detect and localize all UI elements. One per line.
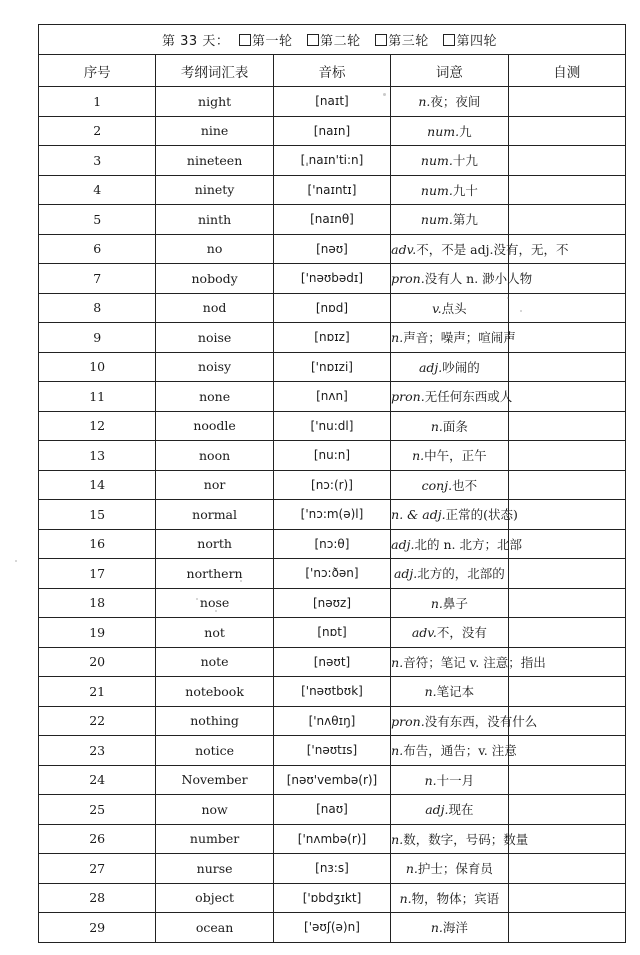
- row-meaning: [391, 87, 508, 117]
- table-row: [39, 234, 626, 264]
- table-row: [39, 618, 626, 648]
- table-row: [39, 175, 626, 205]
- header-self-test: 自测: [508, 55, 625, 87]
- row-meaning: [391, 883, 508, 913]
- row-number: 28: [39, 883, 156, 913]
- table-row: [39, 736, 626, 766]
- part-of-speech: n.: [405, 861, 418, 877]
- row-phonetic: ['nəʊtbʊk]: [273, 677, 390, 707]
- meaning-text: 海洋: [442, 920, 468, 936]
- self-test-cell[interactable]: [508, 529, 625, 559]
- row-meaning: [391, 677, 508, 707]
- row-meaning: [391, 175, 508, 205]
- row-word: notebook: [156, 677, 273, 707]
- row-phonetic: [nɒt]: [273, 618, 390, 648]
- row-meaning: [391, 116, 508, 146]
- self-test-cell[interactable]: [508, 854, 625, 884]
- table-row: [39, 677, 626, 707]
- row-meaning: [391, 913, 508, 943]
- row-number: 15: [39, 500, 156, 530]
- row-number: 18: [39, 588, 156, 618]
- row-number: 9: [39, 323, 156, 353]
- part-of-speech: conj.: [421, 477, 453, 493]
- row-phonetic: [naɪnθ]: [273, 205, 390, 235]
- header-word: 考纲词汇表: [156, 55, 273, 87]
- row-phonetic: ['ɒbdʒɪkt]: [273, 883, 390, 913]
- row-word: nobody: [156, 264, 273, 294]
- part-of-speech: adj.: [393, 566, 418, 582]
- row-word: note: [156, 647, 273, 677]
- part-of-speech: n.: [430, 418, 443, 434]
- meaning-text: 北方的，北部的: [417, 566, 505, 582]
- part-of-speech: adj.: [418, 359, 443, 375]
- part-of-speech: num.: [420, 182, 453, 198]
- row-number: 14: [39, 470, 156, 500]
- table-row: [39, 116, 626, 146]
- row-meaning: [391, 470, 508, 500]
- checkbox-icon[interactable]: [307, 34, 319, 46]
- meaning-text: 没有东西，没有什么: [424, 713, 538, 729]
- scan-speck: [507, 297, 509, 299]
- row-number: 6: [39, 234, 156, 264]
- self-test-cell[interactable]: [508, 116, 625, 146]
- meaning-text: 点头: [441, 300, 467, 316]
- row-meaning: [391, 205, 508, 235]
- part-of-speech: num.: [420, 153, 453, 169]
- row-word: nineteen: [156, 146, 273, 176]
- part-of-speech: num.: [420, 212, 453, 228]
- self-test-cell[interactable]: [508, 87, 625, 117]
- part-of-speech: adj.: [391, 536, 415, 552]
- self-test-cell[interactable]: [508, 411, 625, 441]
- row-word: none: [156, 382, 273, 412]
- row-word: ninth: [156, 205, 273, 235]
- part-of-speech: n.: [391, 654, 404, 670]
- meaning-text: 护士；保育员: [417, 861, 493, 877]
- row-number: 29: [39, 913, 156, 943]
- row-phonetic: [naʊ]: [273, 795, 390, 825]
- row-meaning: [391, 765, 508, 795]
- row-number: 2: [39, 116, 156, 146]
- table-row: [39, 382, 626, 412]
- part-of-speech: n.: [412, 448, 425, 464]
- self-test-cell[interactable]: [508, 795, 625, 825]
- row-phonetic: [nɔ:(r)]: [273, 470, 390, 500]
- row-meaning: [391, 647, 546, 677]
- meaning-text: 音符；笔记 v. 注意；指出: [403, 654, 546, 670]
- part-of-speech: n.: [399, 890, 412, 906]
- row-word: night: [156, 87, 273, 117]
- table-row: [39, 854, 626, 884]
- row-meaning: [391, 382, 513, 412]
- self-test-cell[interactable]: [508, 618, 625, 648]
- part-of-speech: n.: [391, 743, 404, 759]
- part-of-speech: pron.: [391, 389, 425, 405]
- table-row: [39, 559, 626, 589]
- row-word: not: [156, 618, 273, 648]
- row-number: 11: [39, 382, 156, 412]
- row-phonetic: [naɪt]: [273, 87, 390, 117]
- row-word: ninety: [156, 175, 273, 205]
- checkbox-icon[interactable]: [443, 34, 455, 46]
- row-meaning: [391, 618, 508, 648]
- part-of-speech: n.: [430, 920, 443, 936]
- row-meaning: [391, 500, 518, 530]
- row-number: 21: [39, 677, 156, 707]
- row-phonetic: ['nu:dl]: [273, 411, 390, 441]
- table-row: [39, 913, 626, 943]
- row-word: noise: [156, 323, 273, 353]
- self-test-cell[interactable]: [508, 765, 625, 795]
- row-word: now: [156, 795, 273, 825]
- row-number: 7: [39, 264, 156, 294]
- row-phonetic: ['nʌmbə(r)]: [273, 824, 390, 854]
- row-meaning: [391, 441, 508, 471]
- part-of-speech: n.: [391, 831, 404, 847]
- meaning-text: 中午，正午: [424, 448, 487, 464]
- table-row: [39, 470, 626, 500]
- table-row: [39, 441, 626, 471]
- meaning-text: 不，没有: [436, 625, 487, 641]
- part-of-speech: n.: [418, 94, 431, 110]
- meaning-text: 不，不是 adj.没有，无，不: [416, 241, 569, 257]
- row-meaning: [391, 352, 508, 382]
- self-test-cell[interactable]: [508, 883, 625, 913]
- self-test-cell[interactable]: [508, 175, 625, 205]
- row-word: nose: [156, 588, 273, 618]
- row-phonetic: [nʌn]: [273, 382, 390, 412]
- meaning-text: 九: [459, 123, 472, 139]
- part-of-speech: v.: [432, 300, 442, 316]
- row-number: 5: [39, 205, 156, 235]
- meaning-text: 夜；夜间: [430, 94, 481, 110]
- row-word: nothing: [156, 706, 273, 736]
- row-word: nor: [156, 470, 273, 500]
- row-phonetic: [nɔ:θ]: [273, 529, 390, 559]
- row-phonetic: [nɒd]: [273, 293, 390, 323]
- row-number: 25: [39, 795, 156, 825]
- table-row: [39, 87, 626, 117]
- scan-speck: [196, 598, 198, 600]
- row-word: normal: [156, 500, 273, 530]
- meaning-text: 物，物体；宾语: [411, 890, 500, 906]
- part-of-speech: adv.: [411, 625, 437, 641]
- part-of-speech: pron.: [391, 713, 425, 729]
- row-meaning: [391, 234, 569, 264]
- row-number: 3: [39, 146, 156, 176]
- row-word: notice: [156, 736, 273, 766]
- row-meaning: [391, 293, 508, 323]
- row-meaning: [391, 529, 522, 559]
- row-number: 16: [39, 529, 156, 559]
- table-row: [39, 352, 626, 382]
- row-word: number: [156, 824, 273, 854]
- row-number: 12: [39, 411, 156, 441]
- row-meaning: [391, 736, 517, 766]
- row-word: no: [156, 234, 273, 264]
- row-number: 4: [39, 175, 156, 205]
- part-of-speech: pron.: [391, 271, 425, 287]
- scan-speck: [100, 665, 102, 667]
- self-test-cell[interactable]: [508, 205, 625, 235]
- row-meaning: [391, 854, 508, 884]
- row-word: nod: [156, 293, 273, 323]
- row-number: 1: [39, 87, 156, 117]
- row-meaning: [391, 588, 508, 618]
- table-row: [39, 323, 626, 353]
- table-row: [39, 500, 626, 530]
- round-4-option[interactable]: [443, 34, 497, 49]
- meaning-text: 布告，通告；v. 注意: [403, 743, 517, 759]
- vocabulary-table: [38, 24, 626, 943]
- row-number: 27: [39, 854, 156, 884]
- round-2-label: 第二轮: [320, 34, 361, 49]
- part-of-speech: n.: [430, 595, 443, 611]
- table-row: [39, 588, 626, 618]
- meaning-text: 面条: [442, 418, 468, 434]
- row-phonetic: ['nɔ:ðən]: [273, 559, 390, 589]
- row-meaning: [391, 824, 529, 854]
- self-test-cell[interactable]: [508, 736, 625, 766]
- checkbox-icon[interactable]: [239, 34, 251, 46]
- row-meaning: [391, 795, 508, 825]
- table-row: [39, 293, 626, 323]
- row-word: north: [156, 529, 273, 559]
- row-meaning: [391, 264, 533, 294]
- row-word: November: [156, 765, 273, 795]
- meaning-text: 正常的(状态): [445, 507, 518, 523]
- self-test-cell[interactable]: [508, 588, 625, 618]
- table-row: [39, 647, 626, 677]
- table-row: [39, 795, 626, 825]
- row-word: nurse: [156, 854, 273, 884]
- row-meaning: [391, 559, 508, 589]
- meaning-text: 笔记本: [436, 684, 475, 700]
- self-test-cell[interactable]: [508, 293, 625, 323]
- row-phonetic: [nəʊ'vembə(r)]: [273, 765, 390, 795]
- self-test-cell[interactable]: [508, 382, 625, 412]
- day-title: [39, 25, 626, 55]
- meaning-text: 吵闹的: [442, 359, 480, 375]
- meaning-text: 北的 n. 北方；北部: [414, 536, 522, 552]
- part-of-speech: n.: [391, 330, 404, 346]
- meaning-text: 鼻子: [442, 595, 468, 611]
- round-1-label: 第一轮: [251, 34, 293, 49]
- row-phonetic: [nəʊz]: [273, 588, 390, 618]
- meaning-text: 无任何东西或人: [424, 389, 513, 405]
- self-test-cell[interactable]: [508, 146, 625, 176]
- row-phonetic: ['əʊʃ(ə)n]: [273, 913, 390, 943]
- meaning-text: 也不: [452, 477, 478, 493]
- round-4-label: 第四轮: [456, 34, 497, 49]
- row-word: northern: [156, 559, 273, 589]
- meaning-text: 十九: [452, 153, 478, 169]
- self-test-cell[interactable]: [508, 470, 625, 500]
- table-row: [39, 529, 626, 559]
- header-number: 序号: [39, 55, 156, 87]
- header-meaning: 词意: [391, 55, 508, 87]
- self-test-cell[interactable]: [508, 677, 625, 707]
- self-test-cell[interactable]: [508, 441, 625, 471]
- row-meaning: [391, 706, 538, 736]
- row-number: 17: [39, 559, 156, 589]
- row-phonetic: ['naɪntɪ]: [273, 175, 390, 205]
- table-row: [39, 765, 626, 795]
- row-number: 13: [39, 441, 156, 471]
- self-test-cell[interactable]: [508, 352, 625, 382]
- round-3-option[interactable]: [375, 34, 429, 49]
- row-word: noon: [156, 441, 273, 471]
- part-of-speech: n.: [424, 772, 437, 788]
- round-3-label: 第三轮: [388, 34, 429, 49]
- row-number: 23: [39, 736, 156, 766]
- header-row: [39, 55, 626, 87]
- row-number: 24: [39, 765, 156, 795]
- part-of-speech: num.: [427, 123, 460, 139]
- row-phonetic: ['nəʊbədɪ]: [273, 264, 390, 294]
- table-row: [39, 883, 626, 913]
- round-1-option[interactable]: [239, 34, 293, 49]
- table-row: [39, 824, 626, 854]
- row-phonetic: ['nʌθɪŋ]: [273, 706, 390, 736]
- round-2-option[interactable]: [307, 34, 361, 49]
- row-word: object: [156, 883, 273, 913]
- vocabulary-sheet: [38, 24, 626, 943]
- meaning-text: 十一月: [436, 772, 475, 788]
- table-row: [39, 411, 626, 441]
- meaning-text: 数，数字，号码；数量: [403, 831, 529, 847]
- table-row: [39, 706, 626, 736]
- self-test-cell[interactable]: [508, 323, 625, 353]
- scan-speck: [215, 610, 217, 612]
- part-of-speech: adv.: [391, 241, 417, 257]
- scan-speck: [520, 310, 522, 312]
- meaning-text: 没有人 n. 渺小人物: [424, 271, 533, 287]
- self-test-cell[interactable]: [508, 913, 625, 943]
- row-word: noodle: [156, 411, 273, 441]
- row-number: 22: [39, 706, 156, 736]
- row-phonetic: [nɜ:s]: [273, 854, 390, 884]
- scan-speck: [15, 560, 17, 562]
- title-row: [39, 25, 626, 55]
- row-word: noisy: [156, 352, 273, 382]
- row-phonetic: ['nɔ:m(ə)l]: [273, 500, 390, 530]
- row-number: 20: [39, 647, 156, 677]
- self-test-cell[interactable]: [508, 500, 625, 530]
- checkbox-icon[interactable]: [375, 34, 387, 46]
- part-of-speech: adj.: [425, 802, 449, 818]
- scan-speck: [383, 93, 386, 96]
- meaning-text: 声音；噪声；喧闹声: [403, 330, 516, 346]
- row-number: 10: [39, 352, 156, 382]
- row-phonetic: ['nəʊtɪs]: [273, 736, 390, 766]
- meaning-text: 九十: [452, 182, 478, 198]
- self-test-cell[interactable]: [508, 559, 625, 589]
- row-phonetic: [naɪn]: [273, 116, 390, 146]
- table-row: [39, 146, 626, 176]
- row-phonetic: ['nɒɪzi]: [273, 352, 390, 382]
- row-phonetic: [nɒɪz]: [273, 323, 390, 353]
- row-meaning: [391, 411, 508, 441]
- table-row: [39, 264, 626, 294]
- row-phonetic: [nu:n]: [273, 441, 390, 471]
- row-phonetic: [ˌnaɪn'ti:n]: [273, 146, 390, 176]
- row-phonetic: [nəʊ]: [273, 234, 390, 264]
- header-phonetic: 音标: [273, 55, 390, 87]
- scan-speck: [240, 580, 242, 582]
- table-row: [39, 205, 626, 235]
- day-label: 第 33 天：: [162, 34, 230, 49]
- part-of-speech: n. & adj.: [391, 507, 446, 523]
- row-meaning: [391, 146, 508, 176]
- row-number: 19: [39, 618, 156, 648]
- meaning-text: 第九: [452, 212, 478, 228]
- row-meaning: [391, 323, 516, 353]
- meaning-text: 现在: [448, 802, 474, 818]
- row-phonetic: [nəʊt]: [273, 647, 390, 677]
- row-word: nine: [156, 116, 273, 146]
- row-number: 26: [39, 824, 156, 854]
- part-of-speech: n.: [424, 684, 437, 700]
- row-number: 8: [39, 293, 156, 323]
- row-word: ocean: [156, 913, 273, 943]
